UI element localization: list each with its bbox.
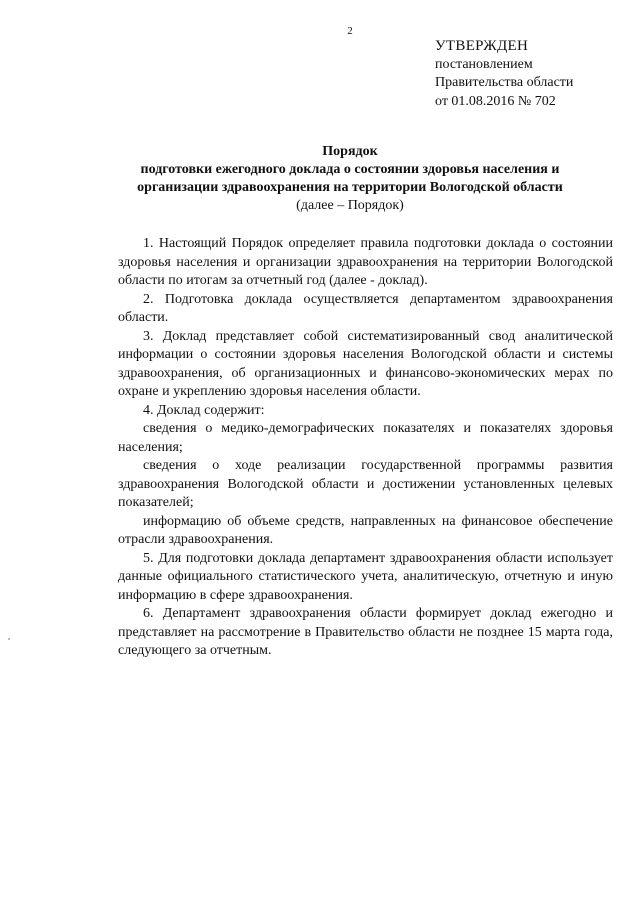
paragraph-3: 3. Доклад представляет собой систематизированный свод аналитической информации о состоянии здоровья населения Вологодской области и системы здравоохранения, об организационных и финансово-экономических мерах по охране и укреплению здоровья населения области. [118, 328, 613, 399]
paragraph-6: 6. Департамент здравоохранения области формирует доклад ежегодно и представляет на рассмотрение в Правительство области не позднее 15 марта года, следующего за отчетным. [118, 606, 613, 658]
approval-stamp [435, 37, 573, 111]
paragraph-5: 5. Для подготовки доклада департамент здравоохранения области использует данные официального статистического учета, аналитическую, отчетную и иную информацию в сфере здравоохранения. [118, 550, 613, 603]
page-number: 2 [347, 25, 353, 37]
heading-line-1: подготовки ежегодного доклада о состоянии здоровья населения и [140, 162, 560, 177]
paragraph-4-item-3: информацию об объеме средств, направленных на финансовое обеспечение отрасли здравоохранения. [118, 513, 613, 547]
approval-line-2: Правительства области [435, 75, 574, 90]
document-heading [40, 143, 640, 215]
approval-line-3: от 01.08.2016 № 702 [435, 93, 556, 109]
heading-line-3: (далее – Порядок) [296, 198, 404, 213]
paragraph-1: 1. Настоящий Порядок определяет правила подготовки доклада о состоянии здоровья населения и организации здравоохранения на территории Вологодской области по итогам за отчетный год (далее - доклад). [118, 236, 613, 288]
approval-line-1: постановлением [435, 56, 533, 72]
paragraph-2: 2. Подготовка доклада осуществляется департаментом здравоохранения области. [118, 291, 613, 325]
heading-title: Порядок [322, 144, 378, 159]
document-body [118, 235, 613, 661]
heading-line-2: организации здравоохранения на территории Вологодской области [137, 180, 563, 195]
paragraph-4: 4. Доклад содержит: [143, 402, 265, 418]
paragraph-4-item-2: сведения о ходе реализации государственной программы развития здравоохранения Вологодской области и достижении установленных целевых показателей; [118, 458, 613, 510]
scan-speck [8, 638, 10, 640]
approval-title: УТВЕРЖДЕН [435, 38, 529, 54]
paragraph-4-item-1: сведения о медико-демографических показателях и показателях здоровья населения; [118, 421, 613, 455]
